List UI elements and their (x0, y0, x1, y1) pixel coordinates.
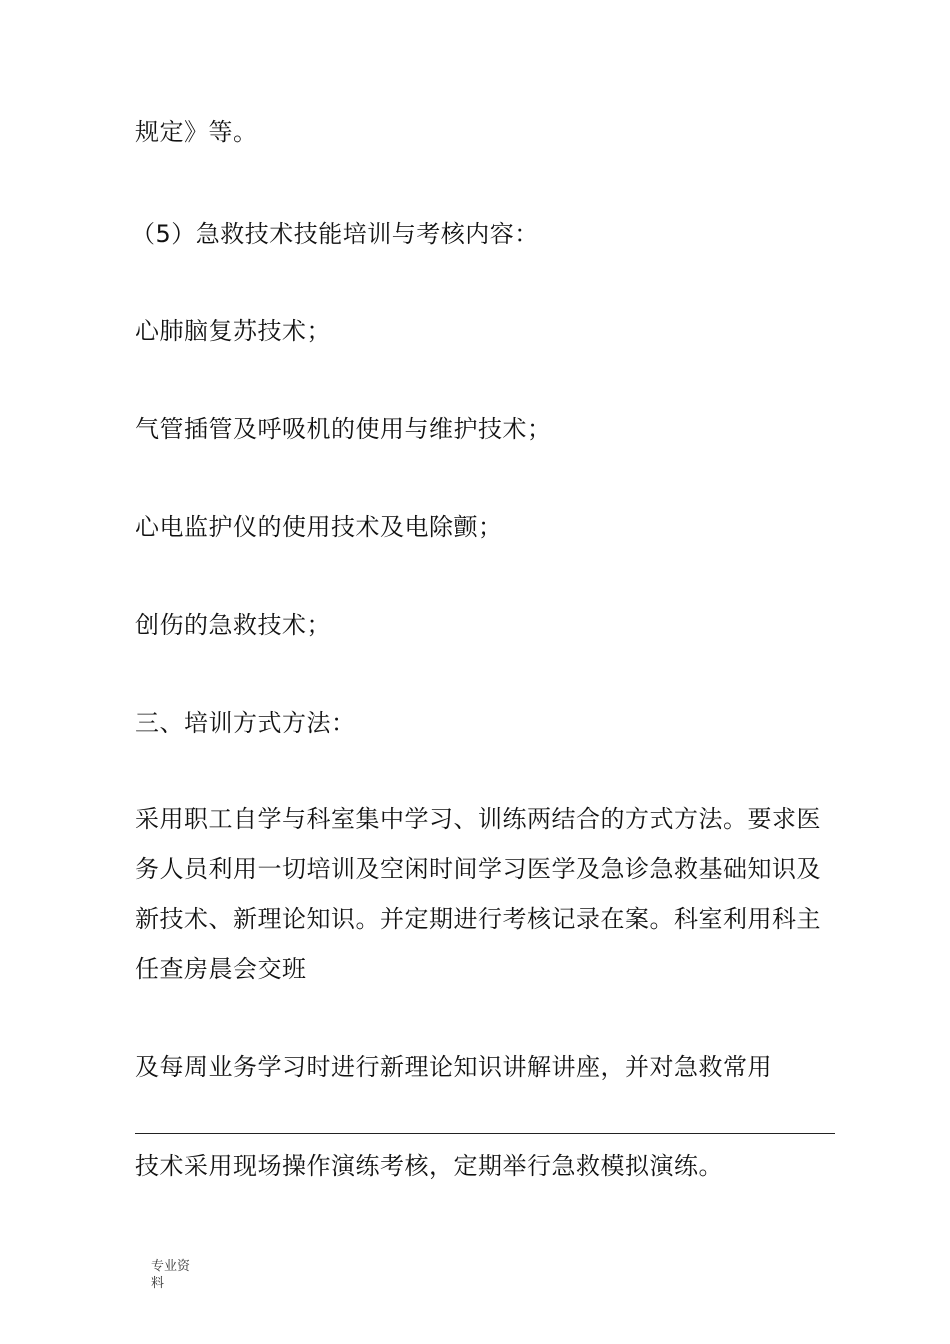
list-item-ecg-monitor: 心电监护仪的使用技术及电除颤； (135, 513, 503, 541)
list-item-cpr: 心肺脑复苏技术； (135, 317, 331, 345)
section-heading-training-content: （5）急救技术技能培训与考核内容： (131, 220, 539, 248)
section-heading-training-methods: 三、培训方式方法： (135, 709, 356, 737)
list-item-intubation: 气管插管及呼吸机的使用与维护技术； (135, 415, 552, 443)
text-line-regulation-end: 规定》等。 (135, 118, 258, 146)
paragraph-line: 新技术、新理论知识。并定期进行考核记录在案。科室利用科主 (135, 905, 821, 933)
text-line-weekly-study: 及每周业务学习时进行新理论知识讲解讲座，并对急救常用 (135, 1053, 772, 1081)
horizontal-divider (135, 1133, 835, 1134)
paragraph-line: 务人员利用一切培训及空闲时间学习医学及急诊急救基础知识及 (135, 855, 821, 883)
page-footer (151, 1258, 190, 1292)
footer-label-line1: 专业资 (151, 1259, 191, 1274)
text-line-drills: 技术采用现场操作演练考核，定期举行急救模拟演练。 (135, 1152, 723, 1180)
paragraph-line: 任查房晨会交班 (135, 955, 307, 983)
paragraph-line: 采用职工自学与科室集中学习、训练两结合的方式方法。要求医 (135, 805, 821, 833)
footer-label-line2: 料 (151, 1276, 165, 1291)
paragraph-training-methods (135, 794, 835, 994)
list-item-trauma: 创伤的急救技术； (135, 611, 331, 639)
